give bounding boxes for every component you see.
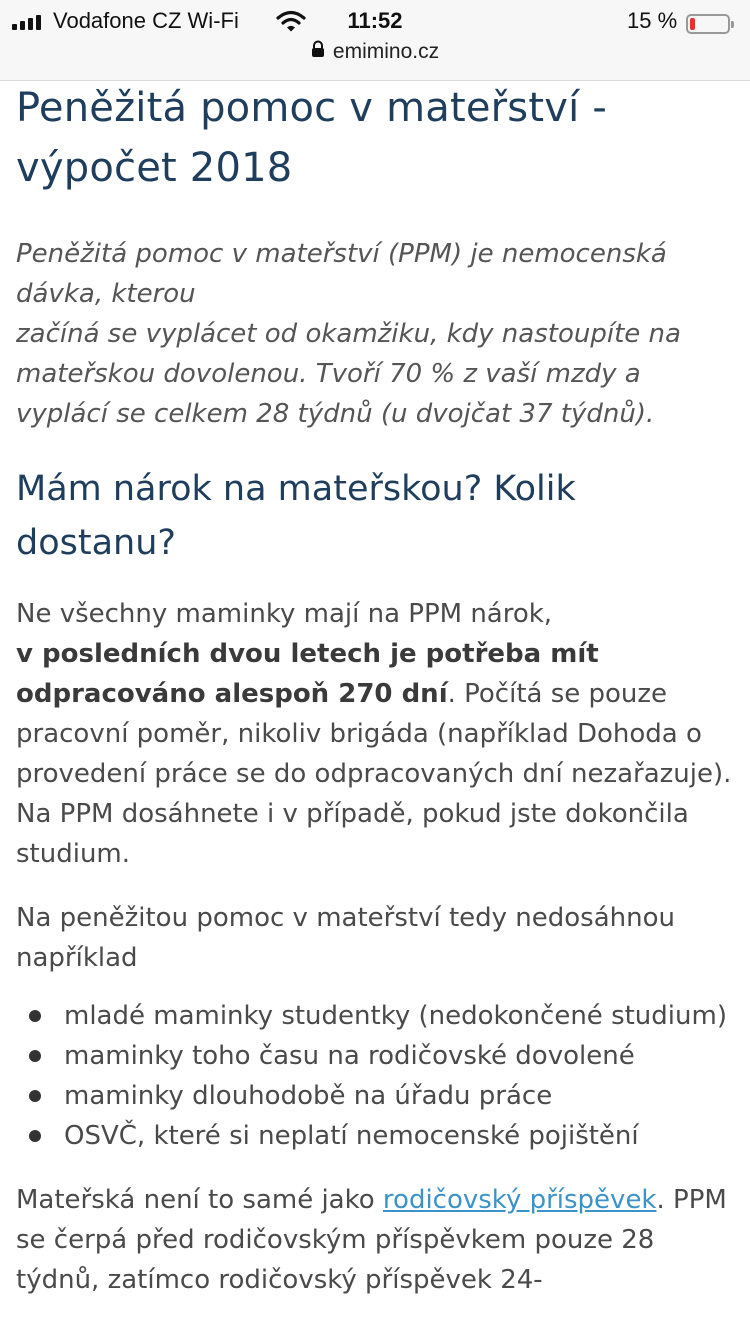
address-bar[interactable] <box>0 40 750 70</box>
comparison-end: . PPM se čerpá před rodičovským příspěvkem pouze 28 týdnů, zatímco rodičovský příspěvek 24- <box>16 1185 727 1295</box>
lock-icon <box>311 40 325 64</box>
parental-allowance-link[interactable]: rodičovský příspěvek <box>382 1185 657 1215</box>
url-text: emimino.cz <box>332 40 440 63</box>
list-item: maminky dlouhodobě na úřadu práce <box>16 1076 736 1116</box>
browser-status-bar <box>0 0 750 81</box>
page-title-line1: Peněžitá pomoc v mateřství - <box>16 85 607 131</box>
intro-paragraph <box>16 234 736 434</box>
bullet-icon <box>29 1050 41 1062</box>
intro-line1: Peněžitá pomoc v mateřství (PPM) je nemocenská dávka, kterou <box>16 239 667 309</box>
clock: 11:52 <box>347 8 403 33</box>
eligibility-end: . Počítá se pouze pracovní poměr, nikoliv brigáda (například Dohoda o provedení práce se do odpracovaných dní nezařazuje). Na PPM dosáhnete i v případě, pokud jste dokončila studium. <box>16 679 732 869</box>
eligibility-paragraph <box>16 594 736 874</box>
list-item: mladé maminky studentky (nedokončené studium) <box>16 996 736 1036</box>
battery-icon <box>686 14 730 34</box>
page-title <box>16 78 736 198</box>
bullet-icon <box>29 1090 41 1102</box>
status-row <box>0 6 750 38</box>
bullet-icon <box>29 1010 41 1022</box>
intro-line2: začíná se vyplácet od okamžiku, kdy nastoupíte na mateřskou dovolenou. Tvoří 70 % z vaší mzdy a vyplácí se celkem 28 týdnů (u dvojčat 37 týdnů). <box>16 319 681 429</box>
bullet-icon <box>29 1130 41 1142</box>
list-item: maminky toho času na rodičovské dovolené <box>16 1036 736 1076</box>
carrier-label: Vodafone CZ Wi-Fi <box>53 8 239 33</box>
comparison-paragraph <box>16 1180 736 1300</box>
comparison-start: Mateřská není to samé jako <box>16 1185 383 1215</box>
eligibility-bold: v posledních dvou letech je potřeba mít odpracováno alespoň 270 dní <box>16 639 599 709</box>
section-heading: Mám nárok na mateřskou? Kolik dostanu? <box>16 469 576 563</box>
battery-percentage: 15 % <box>627 8 678 33</box>
list-item: OSVČ, které si neplatí nemocenské pojištění <box>16 1116 736 1156</box>
not-eligible-list <box>16 996 736 1156</box>
battery-level <box>690 18 695 30</box>
eligibility-start: Ne všechny maminky mají na PPM nárok, <box>16 599 553 629</box>
article <box>16 78 736 1300</box>
page-title-line2: výpočet 2018 <box>16 145 293 191</box>
not-eligible-paragraph: Na peněžitou pomoc v mateřství tedy nedosáhnou například <box>16 903 676 973</box>
